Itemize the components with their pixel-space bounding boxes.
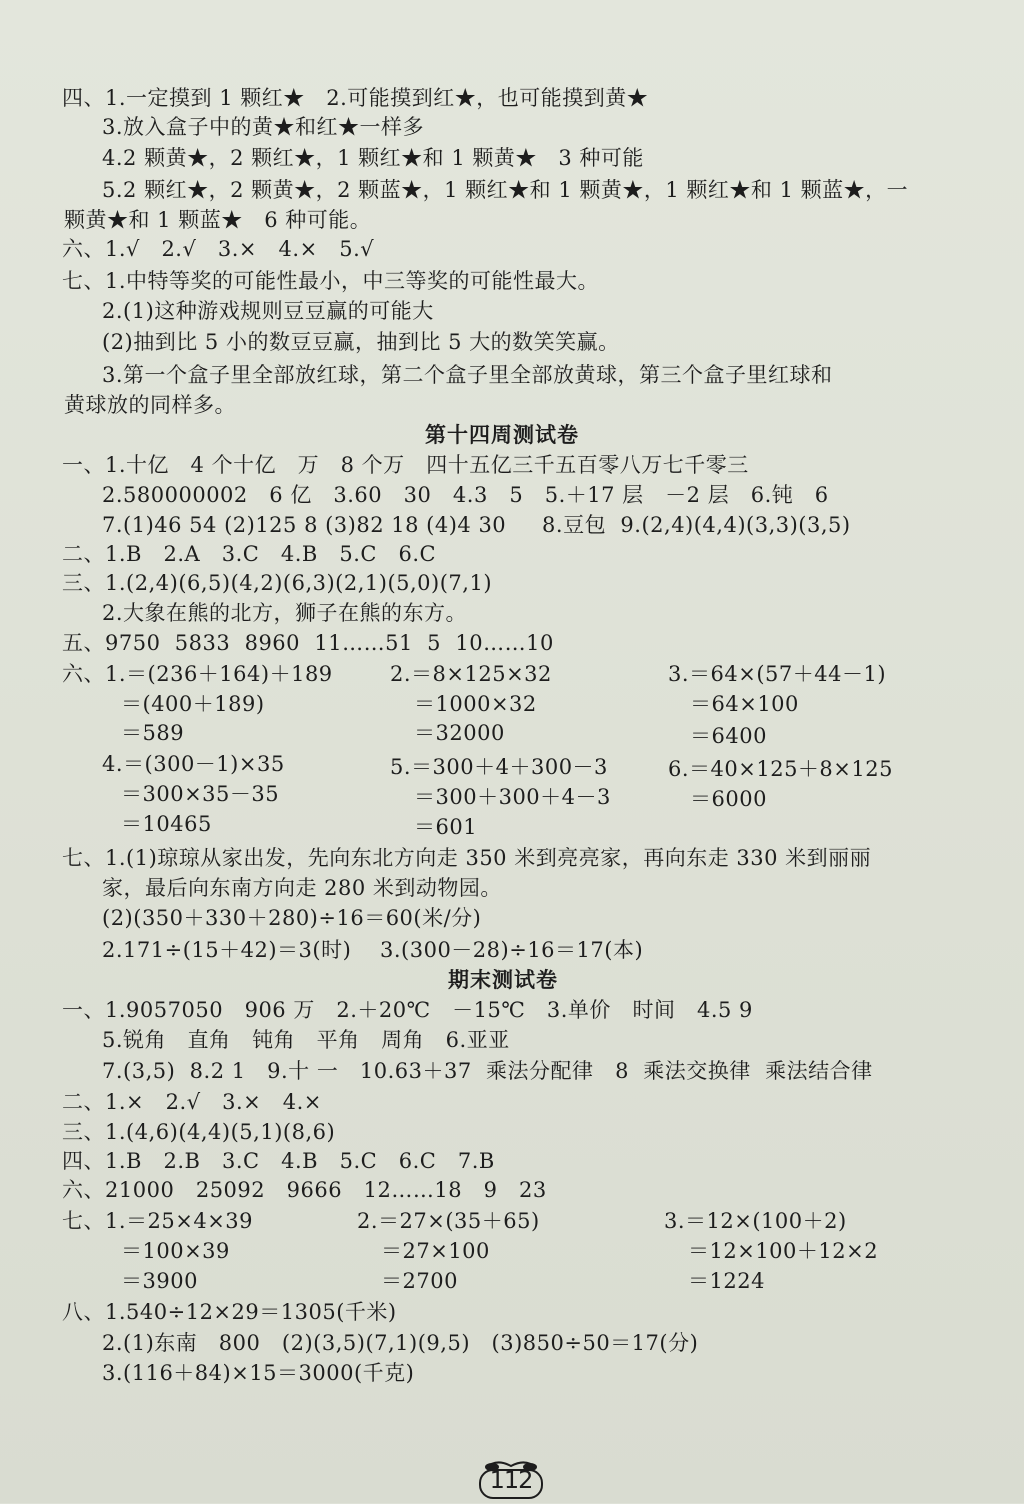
answer-line: 四、1.一定摸到 1 颗红★ 2.可能摸到红★，也可能摸到黄★ bbox=[62, 86, 649, 110]
answer-line: 3.放入盒子中的黄★和红★一样多 bbox=[102, 115, 425, 139]
calc-line: ＝1000×32 bbox=[414, 692, 537, 716]
page-number-badge bbox=[466, 1458, 556, 1500]
calc-line: ＝10465 bbox=[121, 812, 212, 836]
calc-line: ＝589 bbox=[121, 721, 185, 745]
calc-line: ＝601 bbox=[414, 815, 478, 839]
calc-line: ＝6000 bbox=[690, 787, 767, 811]
answer-line: 4.2 颗黄★，2 颗红★，1 颗红★和 1 颗黄★ 3 种可能 bbox=[102, 146, 644, 170]
answer-line: 2.580000002 6 亿 3.60 30 4.3 5 5.＋17 层 －2 层 6.钝 6 bbox=[102, 483, 829, 507]
answer-line: 五、9750 5833 8960 11……51 5 10……10 bbox=[62, 631, 554, 655]
answer-line: 七、1.中特等奖的可能性最小，中三等奖的可能性最大。 bbox=[62, 269, 600, 293]
section-heading: 期末测试卷 bbox=[448, 967, 558, 992]
answer-line: 一、1.9057050 906 万 2.＋20℃ －15℃ 3.单价 时间 4.5 9 bbox=[62, 998, 753, 1022]
calc-line: ＝64×100 bbox=[690, 692, 799, 716]
calc-line: 4.＝(300－1)×35 bbox=[102, 752, 285, 776]
section-heading: 第十四周测试卷 bbox=[425, 422, 579, 447]
calc-line: ＝100×39 bbox=[121, 1239, 230, 1263]
answer-line: 六、21000 25092 9666 12……18 9 23 bbox=[62, 1178, 547, 1202]
calc-line: ＝27×100 bbox=[381, 1239, 490, 1263]
answer-line: (2)抽到比 5 小的数豆豆赢，抽到比 5 大的数笑笑赢。 bbox=[102, 330, 620, 354]
calc-line: 3.＝64×(57＋44－1) bbox=[668, 662, 887, 686]
calc-line: ＝12×100＋12×2 bbox=[688, 1239, 879, 1263]
page-number: 112 bbox=[489, 1466, 533, 1494]
calc-line: ＝300＋300＋4－3 bbox=[414, 785, 611, 809]
calc-line: ＝300×35－35 bbox=[121, 782, 280, 806]
calc-line: ＝1224 bbox=[688, 1269, 765, 1293]
answer-line: 2.(1)东南 800 (2)(3,5)(7,1)(9,5) (3)850÷50＝17(分) bbox=[102, 1331, 699, 1355]
answer-line: 三、1.(2,4)(6,5)(4,2)(6,3)(2,1)(5,0)(7,1) bbox=[62, 571, 493, 595]
calc-line: ＝2700 bbox=[381, 1269, 458, 1293]
answer-line: 三、1.(4,6)(4,4)(5,1)(8,6) bbox=[62, 1120, 336, 1144]
answer-line: 四、1.B 2.B 3.C 4.B 5.C 6.C 7.B bbox=[62, 1149, 495, 1173]
answer-line: 家，最后向东南方向走 280 米到动物园。 bbox=[102, 876, 502, 900]
calc-line: 6.＝40×125＋8×125 bbox=[668, 757, 893, 781]
answer-line: 7.(3,5) 8.2 1 9.十 一 10.63＋37 乘法分配律 8 乘法交换律 乘法结合律 bbox=[102, 1059, 873, 1083]
calc-line: ＝3900 bbox=[121, 1269, 198, 1293]
answer-line: 3.(116＋84)×15＝3000(千克) bbox=[102, 1361, 415, 1385]
answer-line: 5.2 颗红★，2 颗黄★，2 颗蓝★，1 颗红★和 1 颗黄★，1 颗红★和 1 颗蓝★，一 bbox=[102, 178, 909, 202]
calc-line: 3.＝12×(100＋2) bbox=[664, 1209, 847, 1233]
answer-line: 2.(1)这种游戏规则豆豆赢的可能大 bbox=[102, 299, 434, 323]
answer-line: 7.(1)46 54 (2)125 8 (3)82 18 (4)4 30 8.豆包 9.(2,4)(4,4)(3,3)(3,5) bbox=[102, 513, 851, 537]
calc-line: ＝6400 bbox=[690, 724, 767, 748]
answer-line: (2)(350＋330＋280)÷16＝60(米/分) bbox=[102, 906, 482, 930]
answer-line: 八、1.540÷12×29＝1305(千米) bbox=[62, 1300, 397, 1324]
calc-line: 2.＝8×125×32 bbox=[390, 662, 552, 686]
answer-line: 七、1.(1)琼琼从家出发，先向东北方向走 350 米到亮亮家，再向东走 330 米到丽丽 bbox=[62, 846, 872, 870]
answer-line: 六、1.√ 2.√ 3.× 4.× 5.√ bbox=[62, 237, 375, 261]
answer-line: 3.第一个盒子里全部放红球，第二个盒子里全部放黄球，第三个盒子里红球和 bbox=[102, 363, 833, 387]
answer-line: 5.锐角 直角 钝角 平角 周角 6.亚亚 bbox=[102, 1028, 510, 1052]
calc-line: 5.＝300＋4＋300－3 bbox=[390, 755, 608, 779]
calc-line: 2.＝27×(35＋65) bbox=[357, 1209, 540, 1233]
answer-line: 颗黄★和 1 颗蓝★ 6 种可能。 bbox=[64, 208, 372, 232]
answer-line: 一、1.十亿 4 个十亿 万 8 个万 四十五亿三千五百零八万七千零三 bbox=[62, 453, 749, 477]
calc-line: ＝(400＋189) bbox=[121, 692, 265, 716]
calc-line: 七、1.＝25×4×39 bbox=[62, 1209, 254, 1233]
calc-line: ＝32000 bbox=[414, 721, 505, 745]
calc-line: 六、1.＝(236＋164)＋189 bbox=[62, 662, 333, 686]
answer-line: 黄球放的同样多。 bbox=[64, 393, 236, 417]
answer-line: 二、1.B 2.A 3.C 4.B 5.C 6.C bbox=[62, 542, 437, 566]
answer-line: 2.171÷(15＋42)＝3(时) 3.(300－28)÷16＝17(本) bbox=[102, 938, 644, 962]
answer-line: 二、1.× 2.√ 3.× 4.× bbox=[62, 1090, 322, 1114]
answer-line: 2.大象在熊的北方，狮子在熊的东方。 bbox=[102, 601, 468, 625]
